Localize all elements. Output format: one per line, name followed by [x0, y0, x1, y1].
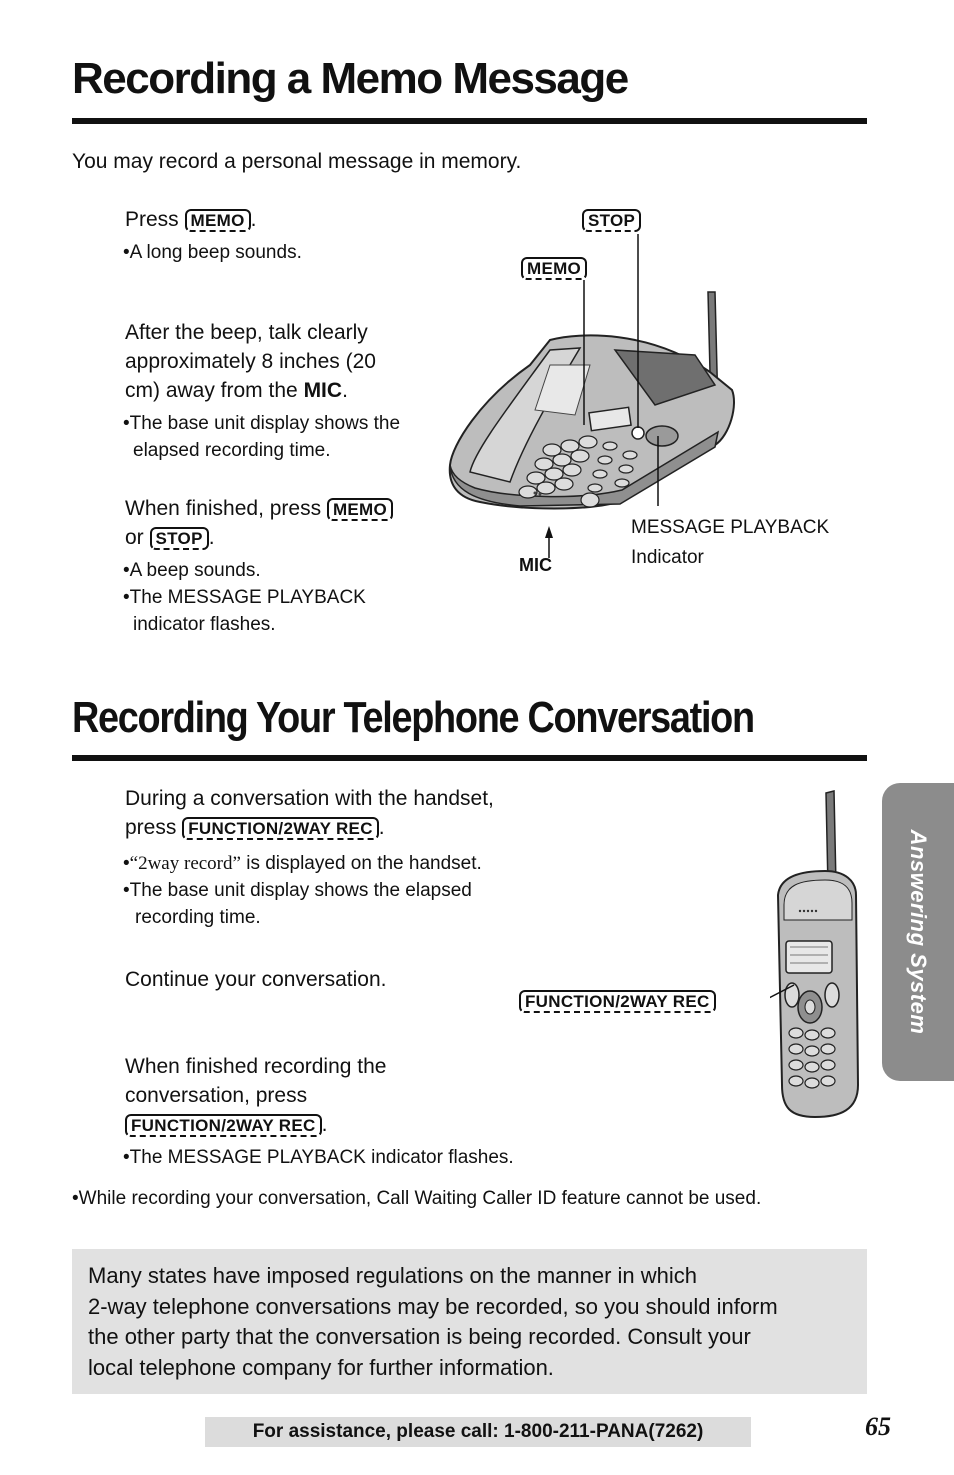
function-2way-rec-key: FUNCTION/2WAY REC — [182, 817, 379, 840]
mic-arrow — [545, 526, 553, 538]
memo-key: MEMO — [185, 209, 251, 232]
memo-step3-notes — [123, 557, 366, 638]
memo-step2-line: approximately 8 inches (20 — [125, 350, 376, 373]
notice-line: the other party that the conversation is being recorded. Consult your — [88, 1324, 751, 1349]
conv-step3-line: When finished recording the — [125, 1055, 387, 1078]
conv-step2: Continue your conversation. — [125, 968, 387, 991]
assistance-footer: For assistance, please call: 1-800-211-PANA(7262) — [205, 1417, 751, 1447]
display-text: “2way record” — [129, 853, 241, 874]
note-line: recording time. — [135, 907, 261, 928]
stop-key: STOP — [150, 527, 209, 550]
note-line: elapsed recording time. — [133, 440, 331, 461]
or-text: or — [125, 526, 144, 549]
intro-text: You may record a personal message in memory. — [72, 150, 522, 173]
page-number: 65 — [865, 1412, 891, 1441]
section-tab-label: Answering System — [906, 829, 931, 1035]
memo-callout — [521, 257, 587, 280]
mic-bold: MIC — [303, 379, 343, 402]
notice-line: 2-way telephone conversations may be recorded, so you should inform — [88, 1293, 778, 1319]
memo-key: MEMO — [327, 498, 393, 521]
stop-callout — [582, 209, 641, 232]
indicator-label-line: Indicator — [631, 547, 704, 568]
indicator-label — [631, 513, 829, 573]
notice-line: Many states have imposed regulations on the manner in which — [88, 1263, 698, 1288]
memo-step2-line: cm) away from the — [125, 379, 298, 402]
note-line: •The base unit display shows the — [123, 413, 401, 434]
section-title-memo: Recording a Memo Message — [72, 54, 628, 103]
handset-illustration — [770, 785, 870, 1125]
stop-key: STOP — [582, 209, 641, 232]
section-tab — [882, 783, 954, 1081]
memo-step2-notes — [123, 410, 400, 464]
conv-step1-line: press — [125, 816, 177, 839]
notice-box — [72, 1249, 867, 1394]
note-line: •The MESSAGE PLAYBACK — [123, 587, 366, 608]
memo-key: MEMO — [521, 257, 587, 280]
title-rule — [72, 118, 867, 124]
conv-step3: When finished recording the conversation, press FUNCTION/2WAY REC . — [125, 1052, 387, 1139]
notice-line: local telephone company for further information. — [88, 1354, 554, 1380]
title-rule — [72, 755, 867, 761]
memo-step3-text: When finished, press — [125, 497, 322, 520]
memo-step1-text: Press — [125, 208, 179, 231]
general-note: •While recording your conversation, Call Waiting Caller ID feature cannot be used. — [72, 1188, 762, 1209]
note-line: •A beep sounds. — [123, 560, 261, 581]
conv-step3-note: •The MESSAGE PLAYBACK indicator flashes. — [123, 1147, 514, 1168]
conv-step1-line: During a conversation with the handset, — [125, 787, 494, 810]
function-2way-rec-key: FUNCTION/2WAY REC — [519, 990, 716, 1013]
conv-step1-notes: •“2way record” is displayed on the handset. •The base unit display shows the elapsed recording time. — [123, 850, 482, 931]
memo-step1-note: •A long beep sounds. — [123, 242, 302, 263]
note-line: is displayed on the handset. — [240, 853, 482, 874]
indicator-label-line: MESSAGE PLAYBACK — [631, 517, 830, 538]
conv-step1: During a conversation with the handset, press FUNCTION/2WAY REC . — [125, 784, 494, 842]
conv-step3-line: conversation, press — [125, 1084, 308, 1107]
mic-label: MIC — [519, 555, 552, 575]
memo-step2-line: After the beep, talk clearly — [125, 321, 368, 344]
function-2way-rec-callout — [519, 990, 716, 1013]
note-line: indicator flashes. — [133, 614, 276, 635]
section-title-conversation: Recording Your Telephone Conversation — [72, 693, 754, 742]
function-2way-rec-key: FUNCTION/2WAY REC — [125, 1114, 322, 1137]
note-line: •The base unit display shows the elapsed — [123, 880, 472, 901]
memo-step1: Press MEMO . — [125, 208, 257, 231]
memo-step3: When finished, press MEMO or STOP . — [125, 494, 393, 552]
memo-step2: After the beep, talk clearly approximately 8 inches (20 cm) away from the MIC. — [125, 318, 376, 405]
